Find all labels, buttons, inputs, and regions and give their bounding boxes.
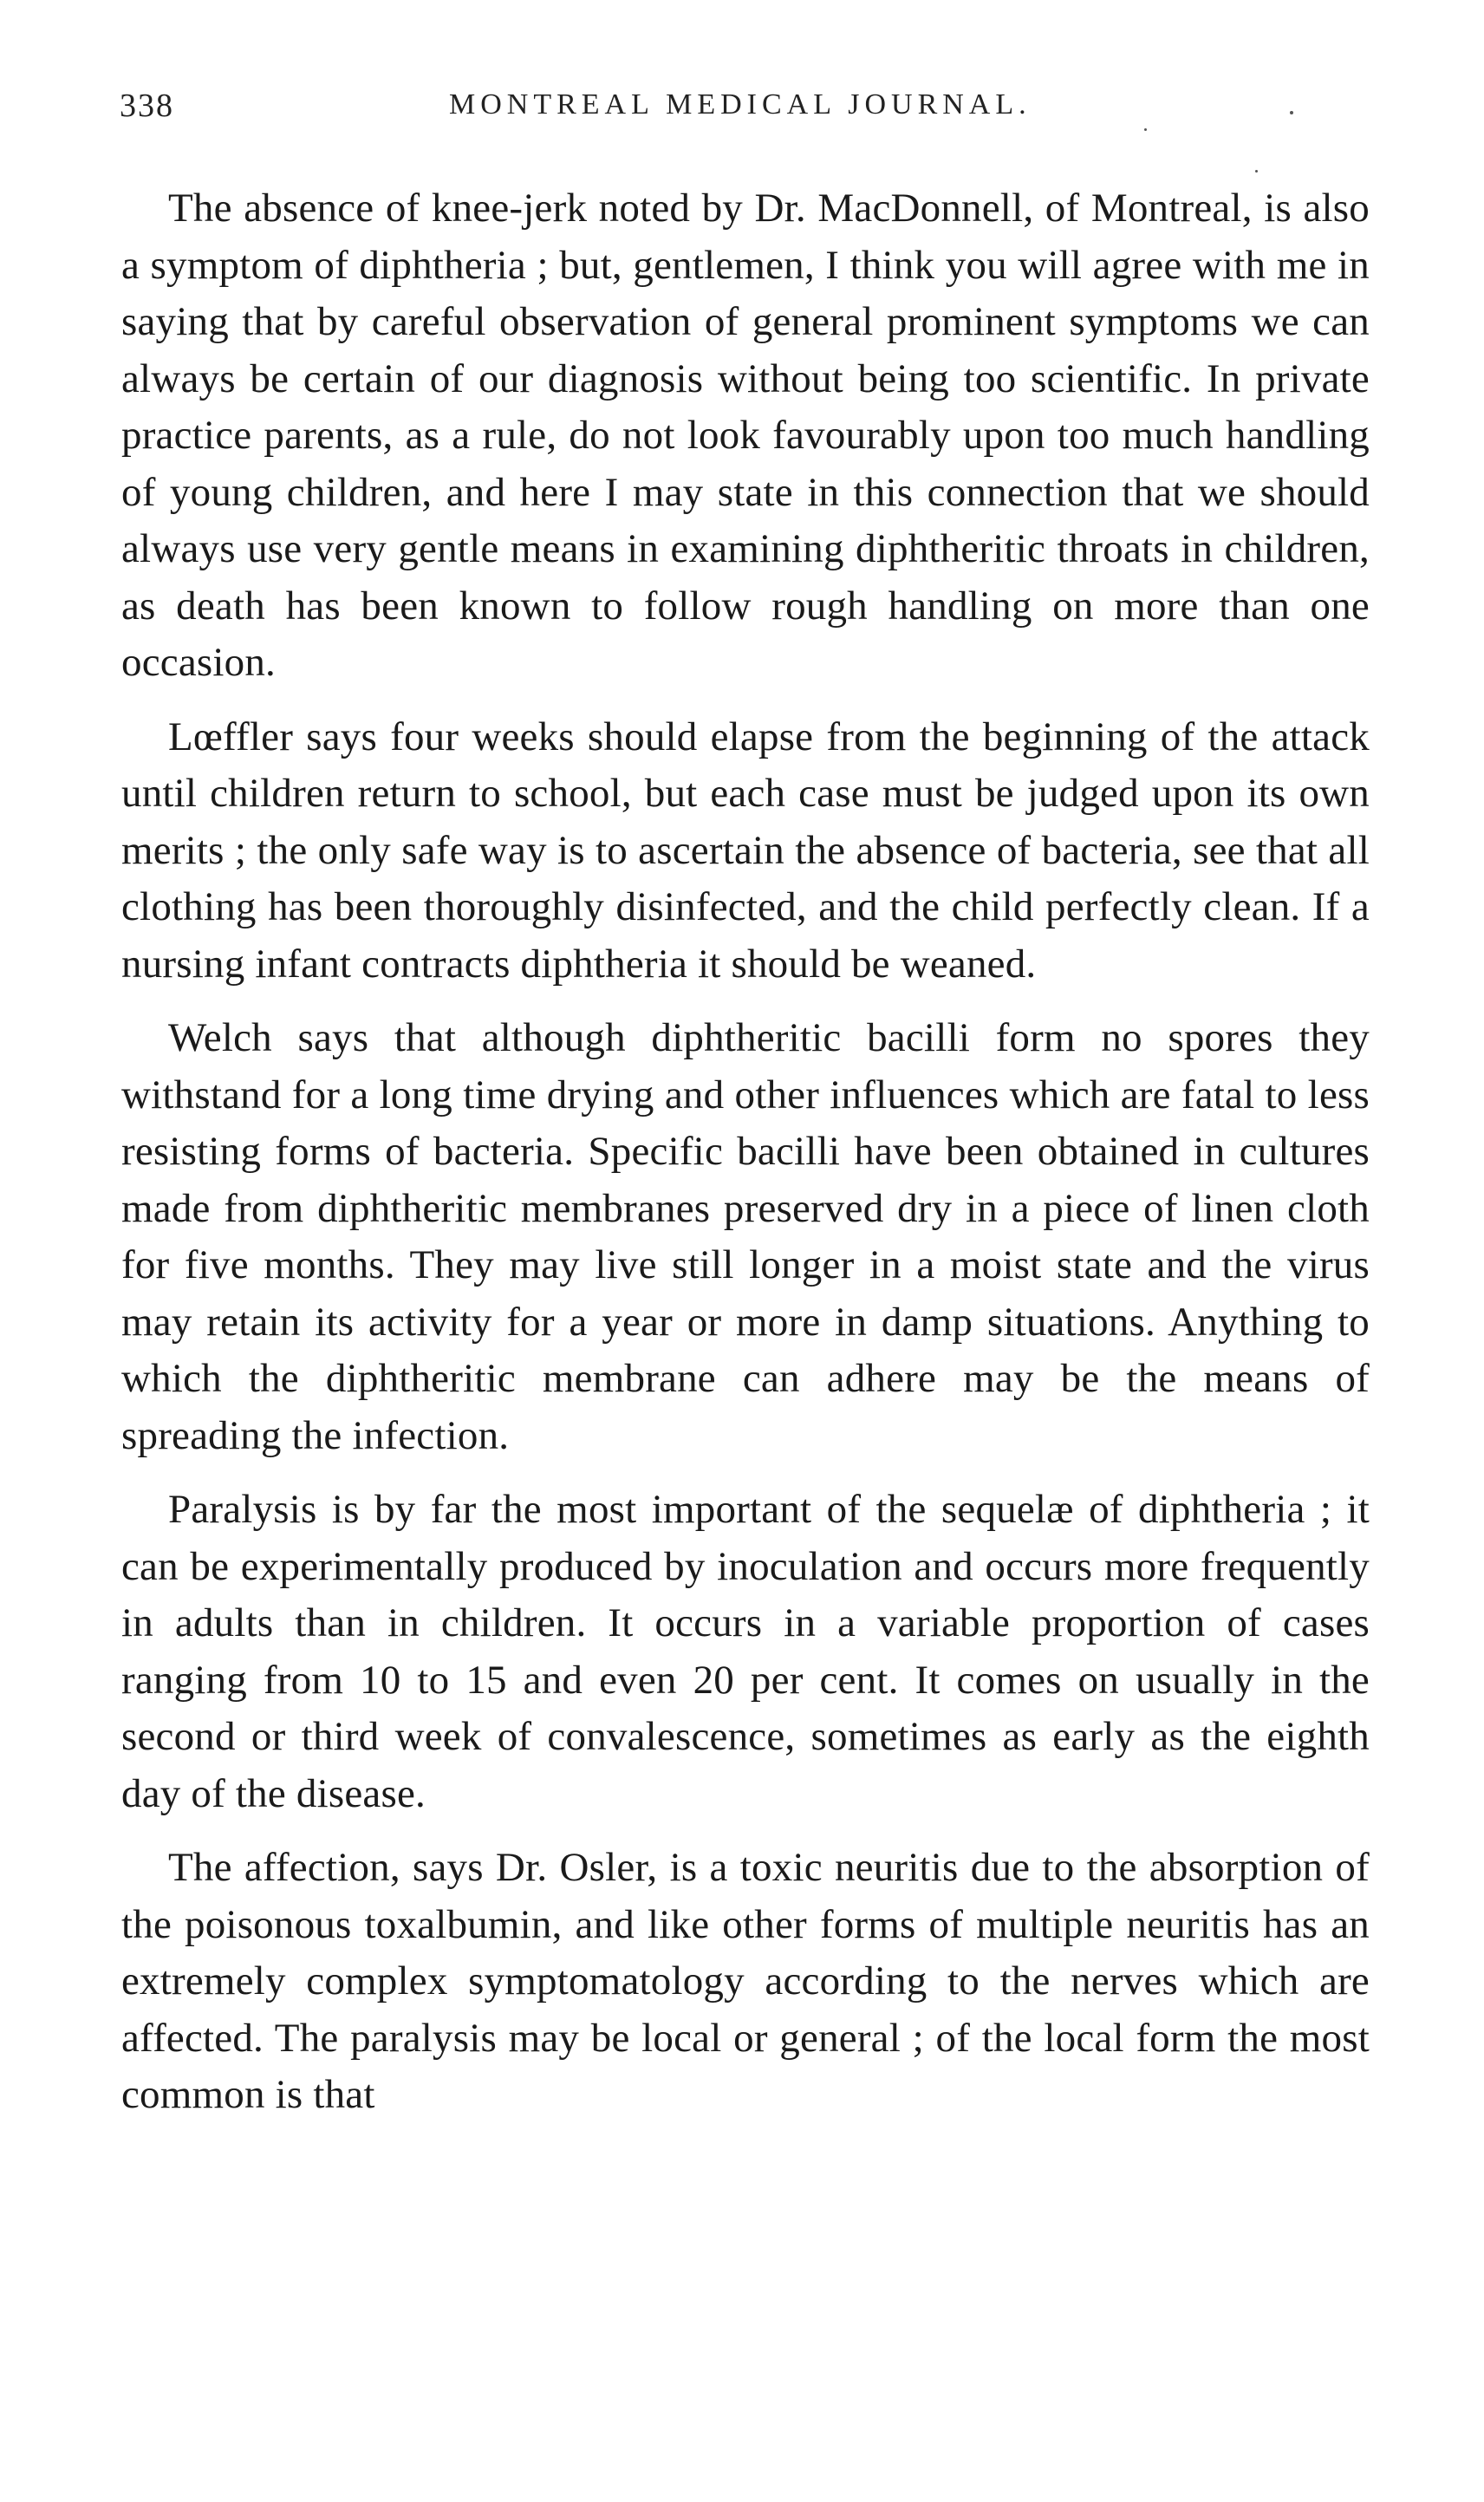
print-speck-mark — [1255, 170, 1258, 173]
print-speck-mark — [1144, 128, 1147, 131]
page-header — [120, 87, 1368, 139]
print-speck-mark — [1290, 111, 1293, 114]
paragraph-loeffler: Lœffler says four weeks should elapse from the beginning of the attack until children return to school, but each case must be judged upon its own merits ; the only safe way is to ascertain the absence of bacteria, see that all clothing has been thoroughly disinfected, and the child perfectly clean. If a nursing infant contracts diphtheria it should be weaned. — [121, 713, 1370, 987]
running-head: MONTREAL MEDICAL JOURNAL. — [449, 88, 1032, 121]
paragraph-welch: Welch says that although diphtheritic bacilli form no spores they withstand for a long time drying and other influences which are fatal to less resisting forms of bacteria. Specific bacilli have been obtained in cultures made from diphtheritic membranes preserved dry in a piece of linen cloth for five months. They may live still longer in a moist state and the virus may retain its activity for a year or more in damp situations. Anything to which the diphtheritic membrane can adhere may be the means of spreading the infection. — [121, 1015, 1370, 1458]
article-body — [121, 180, 1370, 2141]
paragraph-knee-jerk: The absence of knee-jerk noted by Dr. MacDonnell, of Montreal, is also a symptom of diphtheria ; but, gentlemen, I think you will agree with me in saying that by careful observation of general prominent symptoms we can always be certain of our diagnosis without being too scientific. In private practice parents, as a rule, do not look favourably upon too much handling of young children, and here I may state in this connection that we should always use very gentle means in examining diphtheritic throats in children, as death has been known to follow rough handling on more than one occasion. — [121, 186, 1370, 685]
paragraph-osler: The affection, says Dr. Osler, is a toxic neuritis due to the absorption of the poisonous toxalbumin, and like other forms of multiple neuritis has an extremely complex symptomatology according to the nerves which are affected. The paralysis may be local or general ; of the local form the most common is that — [121, 1845, 1370, 2117]
page-number: 338 — [120, 88, 174, 124]
paragraph-paralysis: Paralysis is by far the most important of the sequelæ of diphtheria ; it can be experimentally produced by inoculation and occurs more frequently in adults than in children. It occurs in a variable proportion of cases ranging from 10 to 15 and even 20 per cent. It comes on usually in the second or third week of convalescence, sometimes as early as the eighth day of the disease. — [121, 1487, 1370, 1816]
